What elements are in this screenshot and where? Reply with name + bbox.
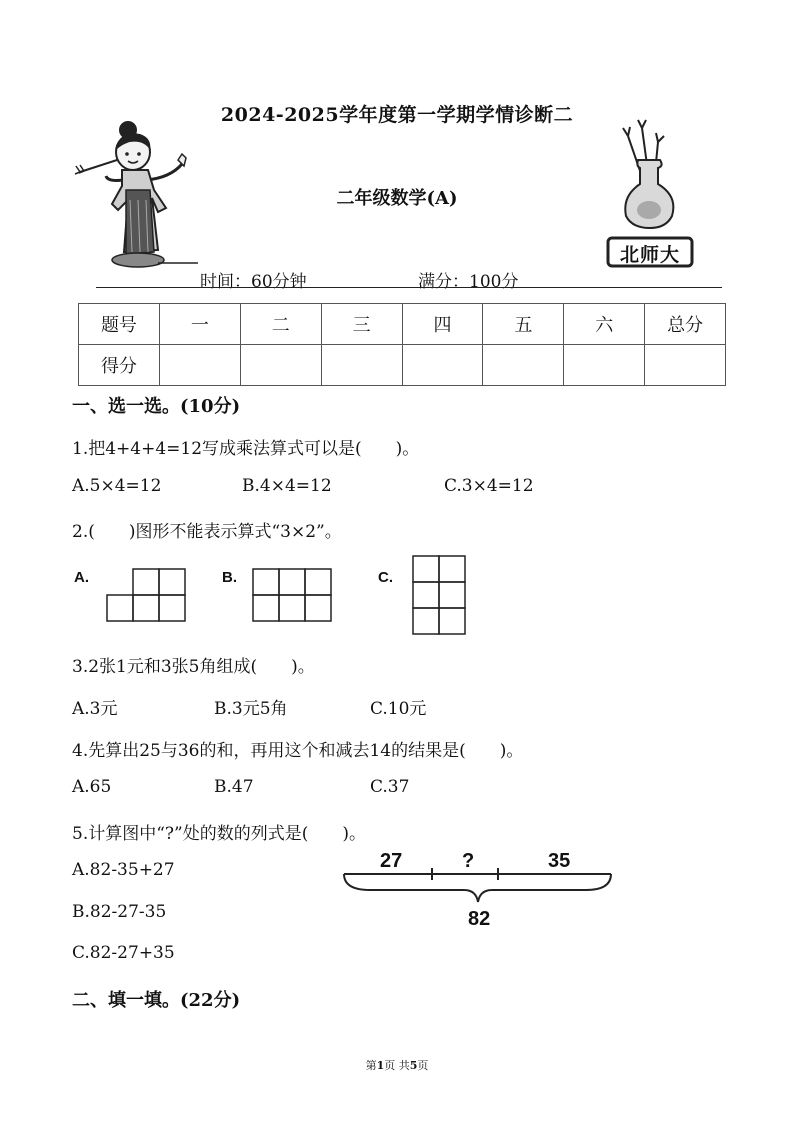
q5-segment-diagram: [340, 868, 615, 908]
q5-diagram-total: 82: [468, 908, 491, 930]
section2-heading: 二、填一填。(22分): [72, 990, 241, 1011]
table-header-cell: 一: [159, 304, 240, 345]
table-header-cell: 三: [321, 304, 402, 345]
footer-prefix: 第: [365, 1059, 377, 1072]
q2-stem: 2.( )图形不能表示算式“3×2”。: [72, 522, 342, 542]
q2-figure-b[interactable]: [252, 568, 334, 622]
table-header-cell: 总分: [645, 304, 726, 345]
q5-option-a[interactable]: A.82-35+27: [72, 860, 175, 880]
q1-option-c[interactable]: C.3×4=12: [444, 476, 534, 496]
q5-option-b[interactable]: B.82-27-35: [72, 902, 167, 922]
q4-option-b[interactable]: B.47: [214, 777, 254, 797]
table-header-cell: 二: [240, 304, 321, 345]
score-cell[interactable]: [645, 345, 726, 386]
q5-option-c[interactable]: C.82-27+35: [72, 943, 175, 963]
score-cell[interactable]: [483, 345, 564, 386]
header-rule: [96, 287, 722, 288]
table-header-cell: 题号: [79, 304, 160, 345]
score-cell[interactable]: [564, 345, 645, 386]
q4-option-a[interactable]: A.65: [72, 777, 112, 797]
time-label: 时间：60分钟: [200, 272, 307, 292]
q3-option-a[interactable]: A.3元: [72, 699, 118, 719]
exam-title: 2024-2025学年度第一学期学情诊断二: [220, 104, 574, 126]
q3-option-b[interactable]: B.3元5角: [214, 699, 288, 719]
q4-stem: 4.先算出25与36的和，再用这个和减去14的结果是( )。: [72, 741, 524, 761]
q3-option-c[interactable]: C.10元: [370, 699, 427, 719]
q5-stem: 5.计算图中“?”处的数的列式是( )。: [72, 824, 366, 844]
q2-figure-label-a[interactable]: A.: [74, 569, 89, 586]
q2-figure-c[interactable]: [412, 555, 468, 637]
q5-diagram-unknown: ?: [462, 850, 475, 872]
score-cell[interactable]: [402, 345, 483, 386]
exam-subtitle: 二年级数学(A): [336, 188, 458, 209]
table-row: [79, 304, 726, 345]
footer-total-pages: 5: [409, 1059, 418, 1072]
score-cell[interactable]: [240, 345, 321, 386]
q5-diagram-right-value: 35: [548, 850, 571, 872]
score-cell[interactable]: [159, 345, 240, 386]
footer-suffix: 页: [417, 1059, 429, 1072]
q5-diagram-left-value: 27: [380, 850, 403, 872]
q1-option-a[interactable]: A.5×4=12: [72, 476, 162, 496]
q1-stem: 1.把4+4+4=12写成乘法算式可以是( )。: [72, 439, 420, 459]
table-header-cell: 五: [483, 304, 564, 345]
page-footer: [0, 1057, 794, 1073]
table-row: [79, 345, 726, 386]
full-score-label: 满分：100分: [418, 272, 519, 292]
footer-page-number: 1: [376, 1059, 385, 1072]
publisher-logo-text: 北师大: [619, 244, 680, 266]
score-cell[interactable]: [321, 345, 402, 386]
table-header-cell: 四: [402, 304, 483, 345]
q2-figure-label-c[interactable]: C.: [378, 569, 393, 586]
footer-middle: 页 共: [384, 1059, 410, 1072]
section1-heading: 一、选一选。(10分): [72, 396, 241, 417]
score-table: [78, 303, 726, 386]
q4-option-c[interactable]: C.37: [370, 777, 410, 797]
table-row-label: 得分: [79, 345, 160, 386]
table-header-cell: 六: [564, 304, 645, 345]
q3-stem: 3.2张1元和3张5角组成( )。: [72, 657, 315, 677]
q2-figure-label-b[interactable]: B.: [222, 569, 237, 586]
q1-option-b[interactable]: B.4×4=12: [242, 476, 332, 496]
q2-figure-a[interactable]: [106, 568, 188, 622]
